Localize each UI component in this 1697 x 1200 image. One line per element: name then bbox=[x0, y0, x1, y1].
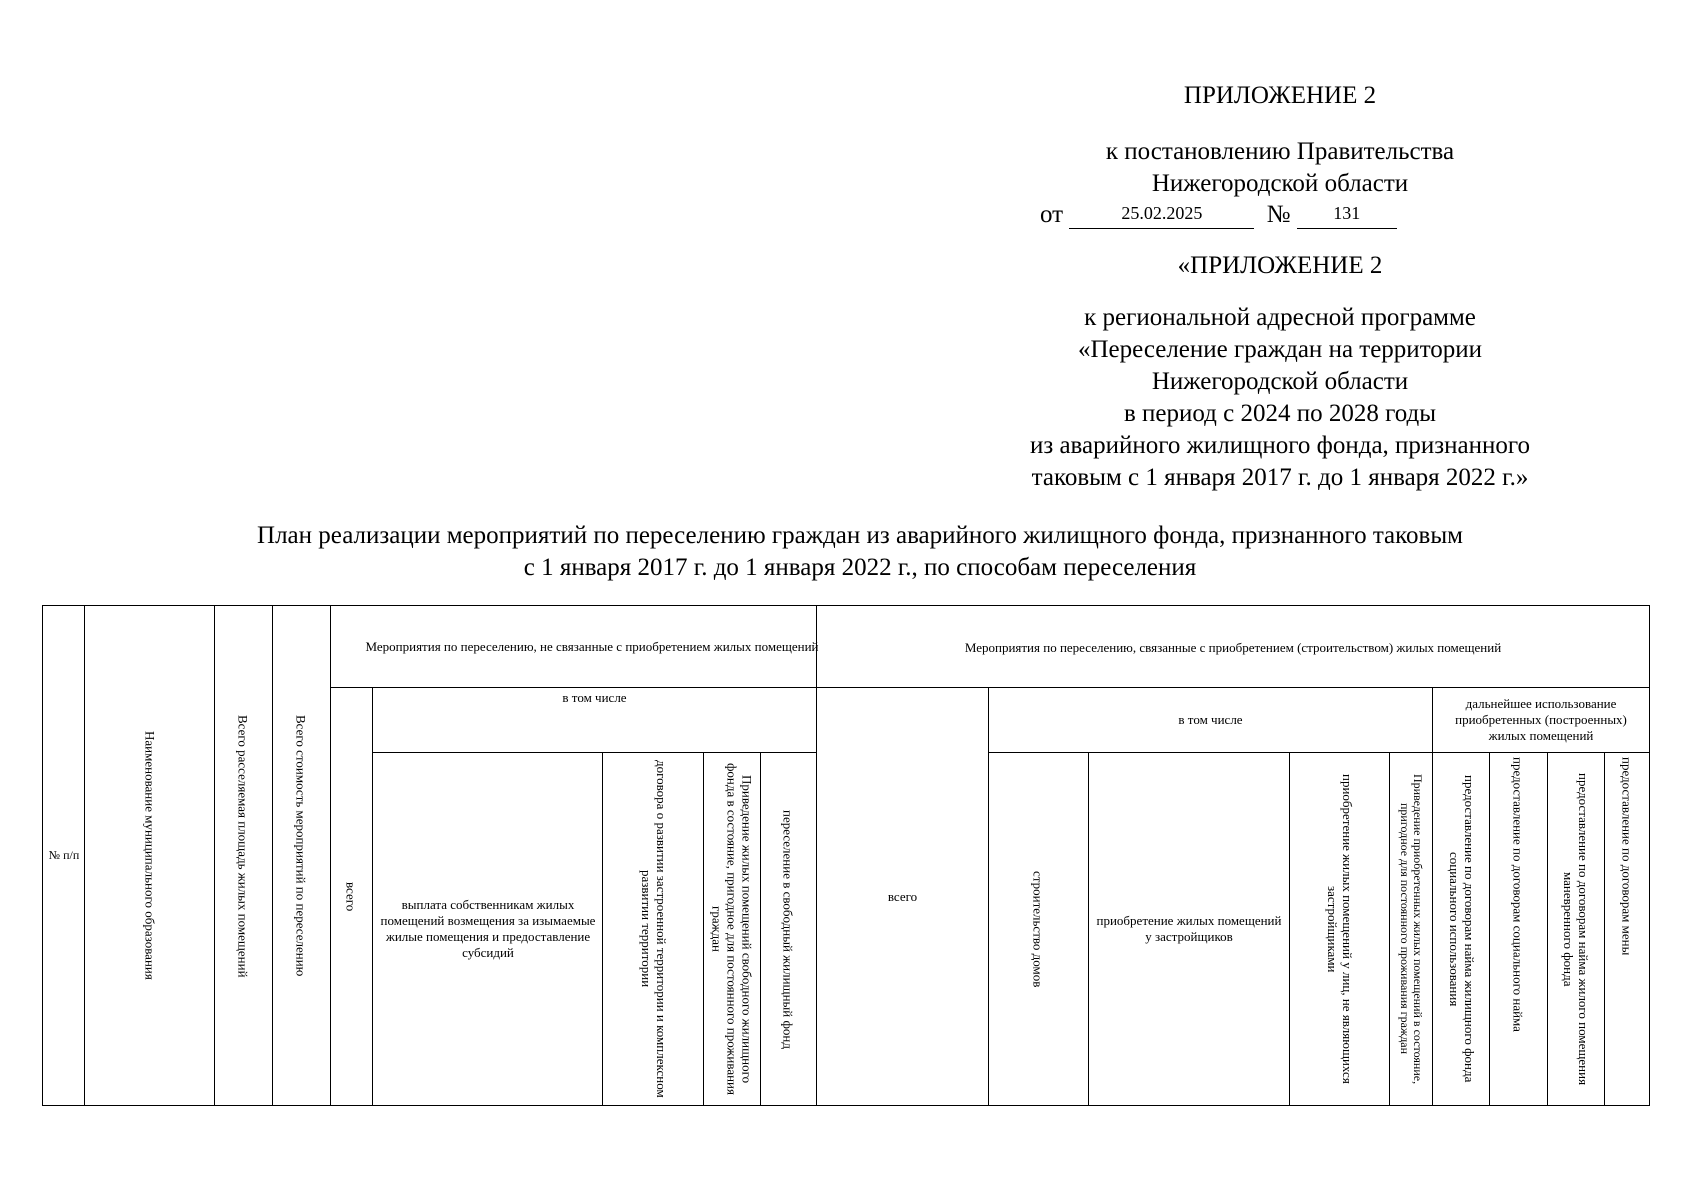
program-line: к региональной адресной программе bbox=[1084, 304, 1476, 331]
header-further-use: дальнейшее использование приобретенных (построенных) жилых помещений bbox=[1455, 696, 1627, 743]
header-no: № п/п bbox=[48, 847, 80, 862]
header-from-developers: приобретение жилых помещений у застройщиков bbox=[1096, 913, 1282, 944]
quoted-annex bbox=[900, 250, 1660, 282]
program-ref bbox=[900, 302, 1660, 494]
program-line: «Переселение граждан на территории bbox=[1077, 336, 1483, 363]
resolution-line-1: к постановлению Правительства bbox=[1105, 138, 1455, 165]
header-total-cost: Всего стоимость мероприятий по переселению bbox=[293, 715, 309, 977]
program-line: в период с 2024 по 2028 годы bbox=[1123, 400, 1437, 427]
resolution-number: 131 bbox=[1297, 200, 1397, 229]
program-line: Нижегородской области bbox=[1151, 368, 1409, 395]
col-divider bbox=[703, 752, 704, 1105]
annex-title: ПРИЛОЖЕНИЕ 2 bbox=[1183, 82, 1377, 109]
header-including-not-acq: в том числе bbox=[562, 690, 627, 705]
header-including-acq: в том числе bbox=[1178, 712, 1243, 727]
col-divider bbox=[1432, 687, 1433, 1105]
header-municipality: Наименование муниципального образования bbox=[142, 730, 158, 980]
header-exchange: предоставление по договорам мены bbox=[1619, 757, 1635, 956]
program-line: из аварийного жилищного фонда, признанного bbox=[1029, 432, 1531, 459]
header-total-acq: всего bbox=[887, 888, 918, 904]
header-free-fund: переселение в свободный жилищный фонд bbox=[780, 809, 796, 1049]
resettlement-plan-table bbox=[42, 605, 1650, 1105]
col-divider bbox=[330, 605, 331, 1105]
resolution-ref bbox=[900, 136, 1660, 200]
header-bringing-free: Приведение жилых помещений свободного жилищного фонда в состояние, пригодное для постоянного проживания граждан bbox=[709, 763, 755, 1095]
number-label: № bbox=[1266, 201, 1291, 228]
col-divider bbox=[602, 752, 603, 1105]
col-divider bbox=[372, 687, 373, 1105]
col-divider bbox=[1088, 752, 1089, 1105]
plan-title bbox=[60, 520, 1660, 584]
resolution-date: 25.02.2025 bbox=[1069, 200, 1254, 229]
from-label: от bbox=[1040, 201, 1064, 228]
header-total-not-acq: всего bbox=[343, 881, 359, 912]
col-divider bbox=[214, 605, 215, 1105]
header-social-use: предоставление по договорам найма жилищного фонда социального использования bbox=[1447, 775, 1477, 1083]
header-from-non-developers: приобретение жилых помещений у лиц, не являющихся застройщиками bbox=[1325, 774, 1355, 1084]
col-divider bbox=[1289, 752, 1290, 1105]
table-top-border bbox=[42, 605, 1650, 606]
col-divider bbox=[1389, 752, 1390, 1105]
header-maneuver: предоставление по договорам найма жилого помещения маневренного фонда bbox=[1561, 772, 1591, 1086]
table-bottom-border bbox=[42, 1105, 1650, 1106]
header-construction: строительство домов bbox=[1030, 870, 1046, 988]
col-divider bbox=[1604, 752, 1605, 1105]
date-number-line bbox=[1040, 200, 1397, 234]
col-divider bbox=[760, 752, 761, 1105]
resolution-line-2: Нижегородской области bbox=[1151, 170, 1409, 197]
col-divider bbox=[272, 605, 273, 1105]
group-not-acquisition: Мероприятия по переселению, не связанные с приобретением жилых помещений bbox=[365, 639, 819, 654]
col-divider bbox=[1489, 752, 1490, 1105]
table-right-border bbox=[1649, 605, 1650, 1105]
col-divider bbox=[84, 605, 85, 1105]
program-line: таковым с 1 января 2017 г. до 1 января 2022 г.» bbox=[1031, 464, 1529, 491]
group-acquisition: Мероприятия по переселению, связанные с приобретением (строительством) жилых помещений bbox=[964, 640, 1502, 655]
header-development-contract: договора о развитии застроенной территории и комплексном развитии территории bbox=[639, 760, 669, 1098]
annex-header bbox=[900, 80, 1660, 112]
header-total-area: Всего расселяемая площадь жилых помещений bbox=[235, 715, 251, 978]
header-social-hire: предоставление по договорам социального найма bbox=[1510, 757, 1526, 1032]
col-divider bbox=[42, 605, 43, 1105]
plan-title-line-2: с 1 января 2017 г. до 1 января 2022 г., по способам переселения bbox=[523, 554, 1197, 581]
plan-title-line-1: План реализации мероприятий по переселению граждан из аварийного жилищного фонда, признанного таковым bbox=[257, 522, 1463, 549]
header-bringing-acquired: Приведение приобретенных жилых помещений в состояние, пригодное для постоянного проживания граждан bbox=[1398, 773, 1425, 1085]
header-payment: выплата собственникам жилых помещений возмещения за изымаемые жилые помещения и предоставление субсидий bbox=[380, 897, 596, 960]
quoted-annex-title: «ПРИЛОЖЕНИЕ 2 bbox=[1177, 252, 1383, 279]
col-divider bbox=[1547, 752, 1548, 1105]
